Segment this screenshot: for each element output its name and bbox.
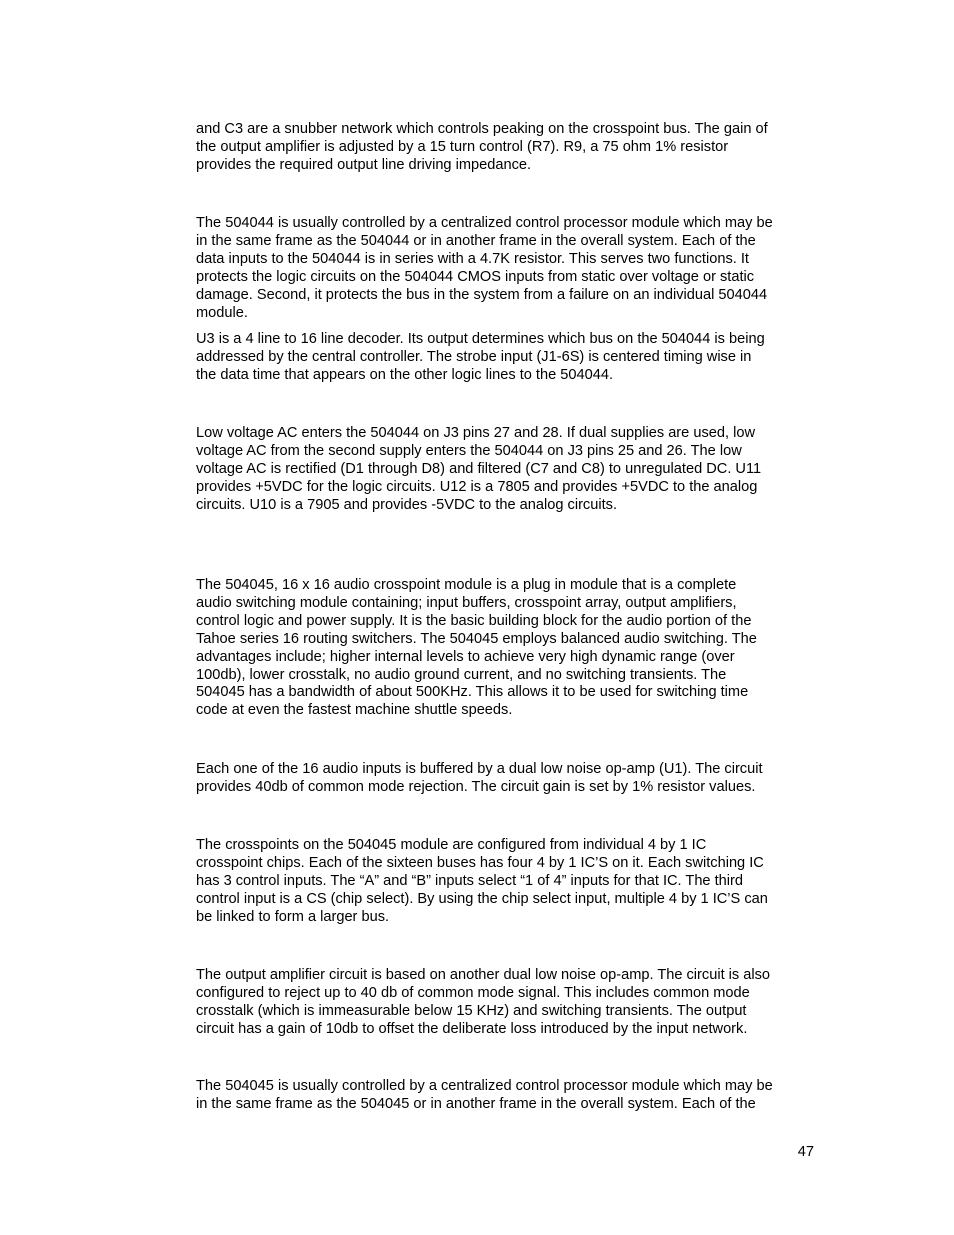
paragraph-504045-control: The 504045 is usually controlled by a centralized control processor module which may be in the same frame as the 504045 or in another frame in the overall system. Each of the	[196, 1078, 773, 1112]
paragraph-input-buffers: Each one of the 16 audio inputs is buffered by a dual low noise op-amp (U1). The circuit provides 40db of common mode rejection. The circuit gain is set by 1% resistor values.	[196, 761, 763, 795]
paragraph-crosspoints: The crosspoints on the 504045 module are configured from individual 4 by 1 IC crosspoint chips. Each of the sixteen buses has four 4 by 1 IC’S on it. Each switching IC has 3 control inputs. The “A” and “B” inputs select “1 of 4” inputs for that IC. The third control input is a CS (chip select). By using the chip select input, multiple 4 by 1 IC’S can be linked to form a larger bus.	[196, 837, 768, 925]
paragraph-snubber-network: and C3 are a snubber network which controls peaking on the crosspoint bus. The gain of the output amplifier is adjusted by a 15 turn control (R7). R9, a 75 ohm 1% resistor provides the required output line driving impedance.	[196, 121, 768, 173]
page-number: 47	[797, 1144, 814, 1160]
paragraph-u3-decoder: U3 is a 4 line to 16 line decoder. Its output determines which bus on the 504044 is being addressed by the central controller. The strobe input (J1-6S) is centered timing wise in the data time that appears on the other logic lines to the 504044.	[196, 331, 765, 383]
paragraph-power-supply: Low voltage AC enters the 504044 on J3 pins 27 and 28. If dual supplies are used, low voltage AC from the second supply enters the 504044 on J3 pins 25 and 26. The low voltage AC is rectified (D1 through D8) and filtered (C7 and C8) to unregulated DC. U11 provides +5VDC for the logic circuits. U12 is a 7805 and provides +5VDC to the analog circuits. U10 is a 7905 and provides -5VDC to the analog circuits.	[196, 425, 762, 513]
paragraph-504044-control: The 504044 is usually controlled by a centralized control processor module which may be in the same frame as the 504044 or in another frame in the overall system. Each of the data inputs to the 504044 is in series with a 4.7K resistor. This serves two functions. It protects the logic circuits on the 504044 CMOS inputs from static over voltage or static damage. Second, it protects the bus in the system from a failure on an individual 504044 module.	[196, 215, 773, 321]
paragraph-output-amplifier: The output amplifier circuit is based on another dual low noise op-amp. The circuit is also configured to reject up to 40 db of common mode signal. This includes common mode crosstalk (which is immeasurable below 15 KHz) and switching transients. The output circuit has a gain of 10db to offset the deliberate loss introduced by the input network.	[196, 967, 771, 1037]
paragraph-504045-overview: The 504045, 16 x 16 audio crosspoint module is a plug in module that is a complete audio switching module containing; input buffers, crosspoint array, output amplifiers, control logic and power supply. It is the basic building block for the audio portion of the Tahoe series 16 routing switchers. The 504045 employs balanced audio switching. The advantages include; higher internal levels to achieve very high dynamic range (over 100db), lower crosstalk, no audio ground current, and no switching transients. The 504045 has a bandwidth of about 500KHz. This allows it to be used for switching time code at even the fastest machine shuttle speeds.	[196, 577, 757, 719]
